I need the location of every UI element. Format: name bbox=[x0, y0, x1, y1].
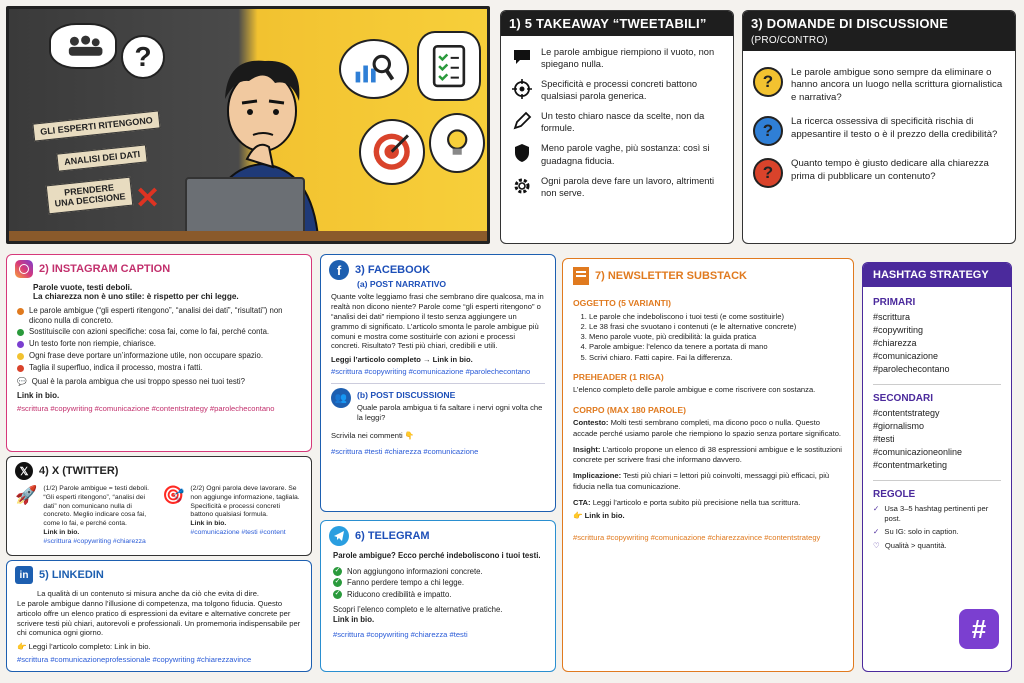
linkedin-icon: in bbox=[15, 566, 33, 584]
substack-icon bbox=[573, 267, 589, 285]
chart-magnifier-bubble bbox=[339, 39, 409, 99]
instagram-bullet: Un testo forte non riempie, chiarisce. bbox=[17, 339, 301, 349]
team-question-bubble bbox=[49, 23, 117, 69]
takeaway-text: Ogni parola deve fare un lavoro, altrimenti non serve. bbox=[541, 175, 715, 198]
hashtag-item: #contentmarketing bbox=[873, 460, 948, 471]
rule-item: ✓ Su IG: solo in caption. bbox=[873, 527, 959, 537]
instagram-headline: Parole vuote, testi deboli. bbox=[33, 283, 133, 292]
discussion-item bbox=[743, 152, 1015, 194]
twitter-panel bbox=[6, 456, 312, 556]
newsletter-obj-title: OGGETTO (5 VARIANTI) bbox=[573, 298, 672, 308]
telegram-headline: Parole ambigue? Ecco perché indeboliscono i tuoi testi. bbox=[333, 551, 541, 560]
instagram-title: 2) INSTAGRAM CAPTION bbox=[7, 255, 311, 283]
takeaway-text: Meno parole vaghe, più sostanza: così si guadagna fiducia. bbox=[541, 143, 710, 166]
newsletter-pre-title: PREHEADER (1 RIGA) bbox=[573, 371, 664, 382]
facebook-a-tags: #scrittura #copywriting #comunicazione #parolechecontano bbox=[331, 367, 531, 377]
discussion-text: La ricerca ossessiva di specificità rischia di appesantire il testo o è il prezzo della credibilità? bbox=[791, 116, 998, 140]
telegram-check: ✓ Fanno perdere tempo a chi legge. bbox=[334, 578, 465, 588]
newsletter-context: Contesto: Molti testi sembrano completi, ma dicono poco o nulla. Questo accade perché usiamo parole che riempiono lo spazio senza portare significato. bbox=[573, 418, 842, 438]
telegram-panel bbox=[320, 520, 556, 672]
newsletter-objects: 1. Le parole che indeboliscono i tuoi testi (e come sostituirle) 2. Le 38 frasi che svuotano i contenuti (e le alternative concrete) 3. Meno parole vuote, più credibilità: la guida pratica 4. Parole ambigue: l’elenco da tenere a portata di mano 5. Scrivi chiaro. Fatti capire. Fai la differenza. bbox=[573, 312, 843, 363]
telegram-tags: #scrittura #copywriting #chiarezza #testi bbox=[333, 629, 468, 639]
lightbulb-bubble bbox=[429, 113, 485, 173]
takeaway-item bbox=[501, 138, 733, 170]
instagram-icon bbox=[15, 260, 33, 278]
hashtag-item: #scrittura bbox=[873, 312, 911, 322]
checklist-bubble bbox=[417, 31, 481, 101]
telegram-icon bbox=[329, 526, 349, 546]
newsletter-insight: Insight: L’articolo propone un elenco di 38 espressioni ambigue e le sostituzioni concrete per scrivere frasi che informano davvero. bbox=[573, 444, 842, 465]
instagram-bullet: Ogni frase deve portare un’informazione utile, non occupare spazio. bbox=[17, 351, 301, 361]
facebook-b-title: (b) POST DISCUSSIONE bbox=[357, 390, 456, 401]
hashtag-item: #copywriting bbox=[873, 325, 924, 336]
heart-icon: ♡ bbox=[873, 540, 880, 550]
newsletter-body-title: CORPO (MAX 180 PAROLE) bbox=[573, 404, 687, 415]
twitter-title: 𝕏 4) X (TWITTER) bbox=[7, 457, 311, 485]
takeaway-text: Specificità e processi concreti battono qualsiasi parola generica. bbox=[541, 79, 698, 102]
check-shield-icon: ✓ bbox=[873, 504, 880, 514]
linkedin-lead: La qualità di un contenuto si misura anche da ciò che evita di dire. bbox=[37, 589, 260, 598]
check-icon: ✓ bbox=[334, 578, 341, 586]
discussion-item bbox=[743, 110, 1015, 152]
takeaway-text: Un testo chiaro nasce da scelte, non da formule. bbox=[541, 111, 705, 134]
hashtag-item: #giornalismo bbox=[873, 421, 925, 432]
hashtag-secondari-title: SECONDARI bbox=[873, 393, 934, 405]
instagram-headline2: La chiarezza non è uno stile: è rispetto per chi legge. bbox=[33, 292, 239, 301]
takeaway-item bbox=[501, 74, 733, 106]
check-icon: ✓ bbox=[334, 566, 341, 574]
takeaway-item bbox=[501, 106, 733, 138]
shield-icon bbox=[511, 142, 533, 164]
question-icon: ? bbox=[753, 116, 783, 146]
linkedin-tags: #scrittura #comunicazioneprofessionale #copywriting #chiarezzavince bbox=[17, 655, 252, 665]
newsletter-preheader: L’elenco completo delle parole ambigue e come riscrivere con sostanza. bbox=[573, 385, 816, 395]
newsletter-title: 7) NEWSLETTER SUBSTACK bbox=[563, 259, 853, 293]
instagram-bullet: Sostituiscile con azioni specifiche: cosa fai, come lo fai, perché conta. bbox=[17, 327, 301, 337]
hashtag-item: #comunicazioneonline bbox=[873, 447, 963, 458]
facebook-a-title: (a) POST NARRATIVO bbox=[357, 279, 447, 289]
linkedin-title: in 5) LINKEDIN bbox=[7, 561, 311, 589]
tweet-1: (1/2) Parole ambigue = testi deboli. “Gli esperti ritengono”, “analisi dei dati” non comunicano nulla di concreto. Meglio indicare cosa fai, come lo fai, e perché conta. Link in bio. #scrittura #copywriting #chiarezza bbox=[43, 485, 150, 545]
telegram-check: ✓ Non aggiungono informazioni concrete. bbox=[334, 566, 483, 576]
hashtag-panel bbox=[862, 262, 1012, 672]
newsletter-link[interactable]: 👉 Link in bio. bbox=[573, 511, 625, 521]
chat-icon: 💬 bbox=[17, 377, 27, 387]
hashtag-item: #testi bbox=[873, 434, 895, 445]
telegram-title: 6) TELEGRAM bbox=[321, 521, 555, 551]
hashtag-item: #comunicazione bbox=[873, 351, 939, 362]
hashtag-item: #parolechecontano bbox=[873, 364, 950, 375]
discussion-panel bbox=[742, 10, 1016, 244]
takeaways-panel bbox=[500, 10, 734, 244]
instagram-bullet: Le parole ambigue (“gli esperti ritengono”, “analisi dei dati”, “risultati”) non dicono nulla di concreto. bbox=[17, 306, 301, 325]
sign-decisione: PRENDERE UNA DECISIONE bbox=[46, 177, 134, 214]
tweet-2: (2/2) Ogni parola deve lavorare. Se non aggiunge informazione, tagliala. Specificità e processi concreti battono qualsiasi formula. Link in bio. #comunicazione #testi #content bbox=[190, 485, 300, 537]
newsletter-implication: Implicazione: Testi più chiari = lettori più coinvolti, messaggi più efficaci, più fiducia nella tua comunicazione. bbox=[573, 471, 830, 491]
telegram-body: Scopri l’elenco completo e le alternative pratiche. bbox=[333, 604, 503, 614]
instagram-tags: #scrittura #copywriting #comunicazione #contentstrategy #parolechecontano bbox=[17, 404, 275, 414]
discussion-item bbox=[743, 61, 1015, 110]
facebook-a-body: Quante volte leggiamo frasi che sembrano dire qualcosa, ma in realtà non dicono niente? Parole come “gli esperti ritengono” o “analisi dei dati” riempiono il testo senza aggiungere un grammo di significato. L’articolo smonta le parole ambigue più comuni e mostra come sostituirle con azioni e processi concreti. Risultato? Testi più chiari, credibili e utili. bbox=[331, 292, 544, 351]
instagram-cta[interactable]: Link in bio. bbox=[17, 391, 60, 401]
check-icon: ✓ bbox=[334, 590, 341, 598]
question-icon: ? bbox=[753, 67, 783, 97]
takeaways-title: 1) 5 TAKEAWAY “TWEETABILI” bbox=[501, 11, 733, 36]
hashtag-item: #contentstrategy bbox=[873, 408, 940, 419]
newsletter-cta: CTA: Leggi l’articolo e porta subito più precisione nella tua scrittura. bbox=[573, 497, 801, 507]
hashtag-badge-icon: # bbox=[959, 609, 999, 649]
hashtag-title: HASHTAG STRATEGY bbox=[863, 263, 1011, 287]
target-bubble bbox=[359, 119, 425, 185]
target-crosshair-icon bbox=[511, 78, 533, 100]
facebook-a-cta[interactable]: Leggi l’articolo completo → Link in bio. bbox=[331, 355, 473, 365]
facebook-b-cta: Scrivila nei commenti 👇 bbox=[331, 430, 415, 440]
group-icon: 👥 bbox=[331, 388, 351, 408]
x-logo-icon: 𝕏 bbox=[15, 462, 33, 480]
instagram-bullet: Taglia il superfluo, indica il processo, mostra i fatti. bbox=[17, 363, 301, 373]
target-icon: 🎯 bbox=[162, 485, 185, 505]
facebook-panel bbox=[320, 254, 556, 512]
takeaway-text: Le parole ambigue riempiono il vuoto, non spiegano nulla. bbox=[541, 47, 715, 70]
rule-item: ✓ Usa 3–5 hashtag pertinenti per post. bbox=[873, 504, 989, 523]
speech-bubble-icon bbox=[511, 46, 533, 68]
desk bbox=[9, 231, 487, 244]
facebook-b-tags: #scrittura #testi #chiarezza #comunicazione bbox=[331, 446, 479, 456]
instagram-panel bbox=[6, 254, 312, 452]
telegram-check: ✓ Riducono credibilità e impatto. bbox=[334, 589, 452, 599]
pencil-icon bbox=[511, 110, 533, 132]
hashtag-primari-title: PRIMARI bbox=[873, 297, 916, 308]
takeaway-item bbox=[501, 42, 733, 74]
newsletter-tags: #scrittura #copywriting #comunicazione #chiarezzavince #contentstrategy bbox=[573, 533, 821, 543]
takeaway-item bbox=[501, 171, 733, 203]
hashtag-item: #chiarezza bbox=[873, 338, 917, 349]
linkedin-cta[interactable]: 👉 Leggi l’articolo completo: Link in bio. bbox=[17, 642, 151, 652]
hero-illustration bbox=[6, 6, 490, 244]
rocket-icon: 🚀 bbox=[15, 485, 38, 505]
question-icon: ? bbox=[753, 158, 783, 188]
discussion-title: 3) DOMANDE DI DISCUSSIONE (PRO/CONTRO) bbox=[743, 11, 1015, 51]
facebook-title: f 3) FACEBOOK bbox=[321, 255, 555, 285]
rule-item: ♡ Qualità > quantità. bbox=[873, 540, 947, 550]
gear-icon bbox=[511, 175, 533, 197]
sign-analisi: ANALISI DEI DATI bbox=[56, 144, 148, 172]
facebook-icon: f bbox=[329, 260, 349, 280]
linkedin-panel bbox=[6, 560, 312, 672]
question-mark-bubble: ? bbox=[121, 35, 165, 79]
hashtag-regole-title: REGOLE bbox=[873, 489, 916, 501]
instagram-question: 💬 Qual è la parola ambigua che usi troppo spesso nei tuoi testi? bbox=[17, 377, 245, 387]
discussion-text: Quanto tempo è giusto dedicare alla chiarezza prima di pubblicare un contenuto? bbox=[791, 158, 989, 182]
newsletter-panel bbox=[562, 258, 854, 672]
linkedin-body: Le parole ambigue danno l’illusione di competenza, ma tolgono fiducia. Questo articolo offre un elenco pratico di espressioni da evitare e alternative concrete per scrivere testi più chiari, autorevoli e professionali. Un promemoria indispensabile per chi comunica ogni giorno. bbox=[17, 598, 301, 638]
telegram-cta[interactable]: Link in bio. bbox=[333, 615, 375, 625]
red-x-icon: ✕ bbox=[135, 182, 161, 215]
discussion-text: Le parole ambigue sono sempre da eliminare o hanno ancora un luogo nella scrittura giornalistica e narrativa? bbox=[791, 67, 1003, 103]
sign-esperti: GLI ESPERTI RITENGONO bbox=[32, 110, 160, 142]
facebook-b-body: Quale parola ambigua ti fa saltare i nervi ogni volta che la leggi? bbox=[357, 403, 543, 423]
check-shield-icon: ✓ bbox=[873, 527, 880, 537]
